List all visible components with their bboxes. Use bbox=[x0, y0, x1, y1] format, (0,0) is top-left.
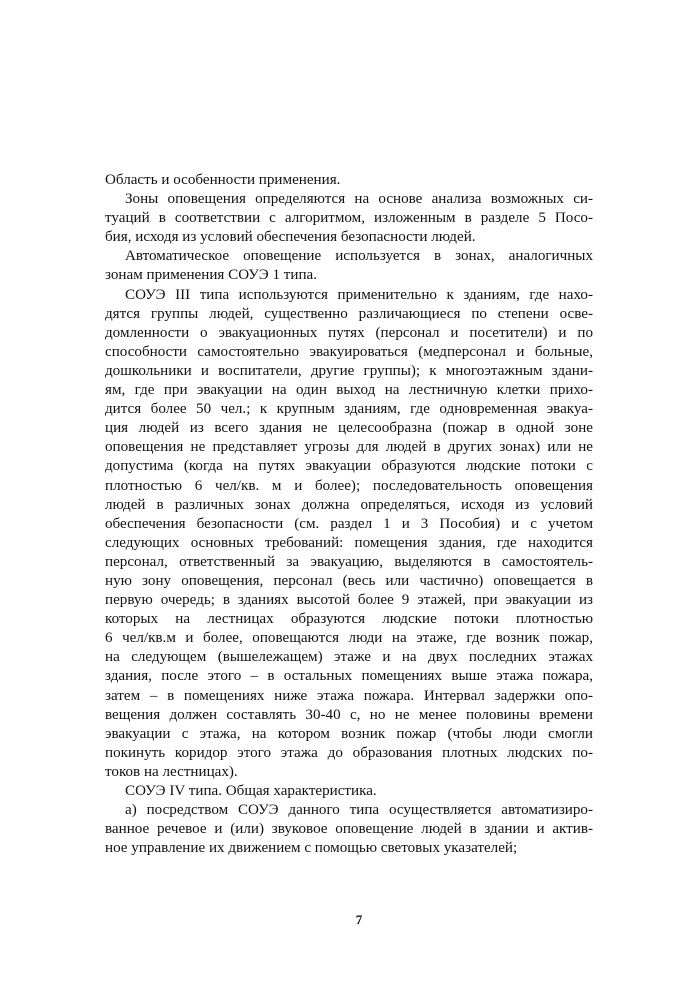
text-line: токов на лестницах). bbox=[105, 763, 238, 780]
text-line: ное управление их движением с помощью световых указателей; bbox=[105, 840, 518, 857]
text-line: допустима (когда на путях эвакуации образуются людские потоки с bbox=[105, 458, 593, 475]
text-line: вещения должен составлять 30-40 с, но не менее половины времени bbox=[105, 706, 593, 723]
text-line: Область и особенности применения. bbox=[105, 172, 341, 188]
text-line: первую очередь; в зданиях высотой более 9 этажей, при эвакуации из bbox=[105, 592, 593, 609]
text-line: ям, где при эвакуации на один выход на лестничную клетки прихо- bbox=[105, 382, 593, 399]
text-line: эвакуации с этажа, на котором возник пожар (чтобы люди смогли bbox=[105, 725, 593, 742]
text-line: Автоматическое оповещение используется в зонах, аналогичных bbox=[125, 248, 593, 265]
text-line: дится более 50 чел.; к крупным зданиям, где одновременная эвакуа- bbox=[105, 401, 593, 418]
text-line: туаций в соответствии с алгоритмом, изложенным в разделе 5 Посо- bbox=[105, 210, 593, 227]
text-line: дятся группы людей, существенно различающиеся по степени осве- bbox=[105, 305, 593, 322]
text-line: оповещения не представляет угрозы для людей в других зонах) или не bbox=[105, 439, 593, 456]
text-line: СОУЭ III типа используются применительно к зданиям, где нахо- bbox=[125, 286, 593, 303]
text-line: а) посредством СОУЭ данного типа осуществляется автоматизиро- bbox=[125, 802, 593, 819]
text-line: зонам применения СОУЭ 1 типа. bbox=[105, 267, 318, 284]
text-line: здания, после этого – в остальных помещениях выше этажа пожара, bbox=[105, 668, 593, 685]
text-line: на следующем (вышележащем) этаже и на двух последних этажах bbox=[105, 649, 593, 666]
text-line: людей в различных зонах должна определяться, исходя из условий bbox=[105, 496, 593, 513]
text-line: ция людей из всего здания не целесообразна (пожар в одной зоне bbox=[105, 420, 593, 437]
text-line: домленности о эвакуационных путях (персонал и посетители) и по bbox=[105, 324, 593, 341]
text-line: способности самостоятельно эвакуироваться (медперсонал и больные, bbox=[105, 343, 593, 360]
text-line: плотностью 6 чел/кв. м и более); последовательность оповещения bbox=[105, 477, 593, 494]
body-text bbox=[105, 171, 593, 858]
text-line: персонал, ответственный за эвакуацию, выделяются в самостоятель- bbox=[105, 553, 593, 570]
text-line: ную зону оповещения, персонал (весь или частично) оповещается в bbox=[105, 572, 593, 589]
text-line: бия, исходя из условий обеспечения безопасности людей. bbox=[105, 229, 476, 246]
text-line: затем – в помещениях ниже этажа пожара. Интервал задержки опо- bbox=[105, 687, 593, 704]
text-line: обеспечения безопасности (см. раздел 1 и 3 Пособия) и с учетом bbox=[105, 515, 593, 532]
page-number: 7 bbox=[355, 912, 363, 927]
text-line: покинуть коридор этого этажа до образования плотных людских по- bbox=[105, 744, 593, 761]
text-line: ванное речевое и (или) звуковое оповещение людей в здании и актив- bbox=[105, 821, 593, 838]
text-line: которых на лестницах образуются людские потоки плотностью bbox=[105, 611, 593, 628]
text-line: СОУЭ IV типа. Общая характеристика. bbox=[125, 783, 377, 799]
text-line: дошкольники и воспитатели, другие группы); к многоэтажным здани- bbox=[105, 362, 593, 379]
text-line: Зоны оповещения определяются на основе анализа возможных си- bbox=[125, 191, 593, 208]
text-line: следующих основных требований: помещения здания, где находится bbox=[105, 534, 593, 551]
text-line: 6 чел/кв.м и более, оповещаются люди на этаже, где возник пожар, bbox=[105, 630, 593, 647]
